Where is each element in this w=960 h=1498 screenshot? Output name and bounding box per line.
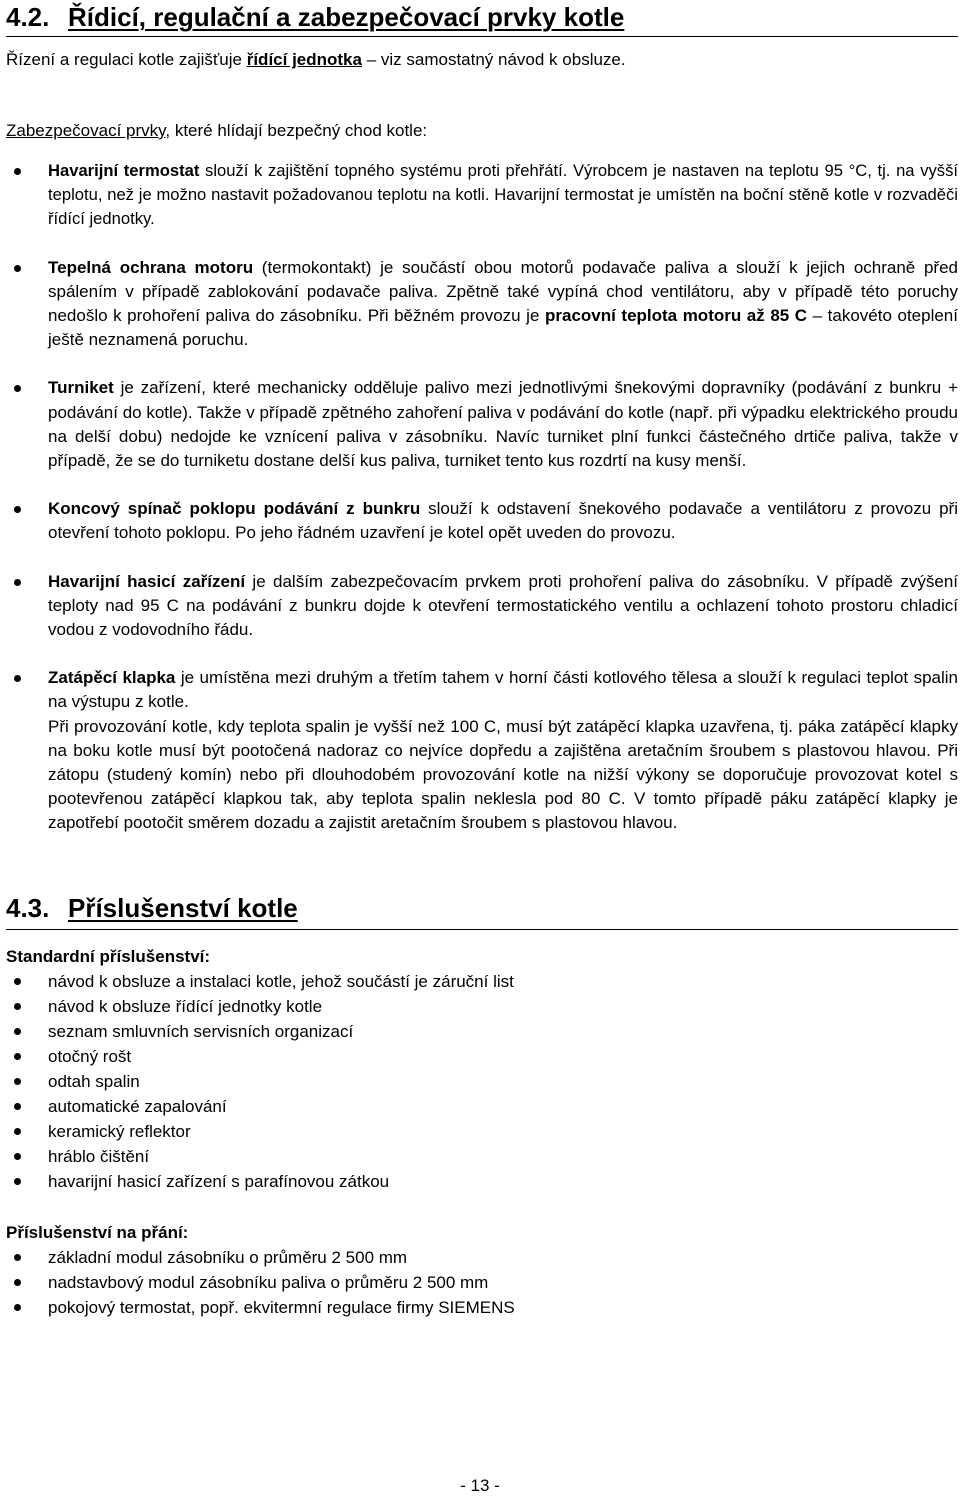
- safety-elements-list: [6, 159, 958, 836]
- list-item: Koncový spínač poklopu podávání z bunkru slouží k odstavení šnekového podavače a ventilátoru z provozu při otevření tohoto poklopu. Po jeho řádném uzavření je kotel opět uveden do provozu.: [6, 497, 958, 545]
- section-rule: [6, 36, 958, 37]
- list-item: keramický reflektor: [6, 1119, 958, 1144]
- list-item: otočný rošt: [6, 1044, 958, 1069]
- bullet-icon: [14, 1279, 21, 1286]
- bullet-icon: [14, 1003, 21, 1010]
- list-item: Havarijní termostat slouží k zajištění topného systému proti přehřátí. Výrobcem je nastaven na teplotu 95 °C, tj. na vyšší teplotu, než je možno nastavit požadovanou teplotu na kotli. Havarijní termostat je umístěn na boční stěně kotle v rozvaděči řídící jednotky.: [6, 159, 958, 232]
- bullet-icon: [14, 978, 21, 985]
- bullet-icon: [14, 1053, 21, 1060]
- bullet-icon: [14, 1178, 21, 1185]
- section-number: 4.2.: [6, 2, 50, 32]
- list-item: Tepelná ochrana motoru (termokontakt) je součástí obou motorů podavače paliva a slouží k jejich ochraně před spálením v případě zablokování podavače paliva. Zpětně také vypíná chod ventilátoru, aby v případě této poruchy nedošlo k prohoření paliva do zásobníku. Při běžném provozu je pracovní teplota motoru až 85 C – takovéto oteplení ještě neznamená poruchu.: [6, 256, 958, 353]
- standard-accessories-list: [6, 969, 958, 1195]
- section-heading-4-2: [6, 2, 958, 34]
- section-title: Příslušenství kotle: [68, 892, 298, 923]
- list-item: odtah spalin: [6, 1069, 958, 1094]
- bullet-icon: [14, 385, 21, 392]
- list-item: pokojový termostat, popř. ekvitermní regulace firmy SIEMENS: [6, 1295, 958, 1320]
- list-item: automatické zapalování: [6, 1094, 958, 1119]
- list-item: Havarijní hasicí zařízení je dalším zabezpečovacím prvkem proti prohoření paliva do zásobníku. V případě zvýšení teploty nad 95 C na podávání z bunkru dojde k otevření termostatického ventilu a ochlazení tohoto prostoru chladicí vodou z vodovodního řádu.: [6, 570, 958, 643]
- section-title: Řídicí, regulační a zabezpečovací prvky kotle: [68, 2, 625, 32]
- bullet-icon: [14, 506, 21, 513]
- safety-heading: Zabezpečovací prvky, které hlídají bezpečný chod kotle:: [6, 121, 428, 140]
- standard-accessories-heading: Standardní příslušenství:: [6, 946, 211, 966]
- list-item: Zatápěcí klapka je umístěna mezi druhým a třetím tahem v horní části kotlového tělesa a slouží k regulaci teplot spalin na výstupu z kotle. Při provozování kotle, kdy teplota spalin je vyšší než 100 C, musí být zatápěcí klapka uzavřena, tj. páka zatápěcí klapky na boku kotle musí být pootočená nadoraz co nejvíce dopředu a zajištěna aretačním šroubem s plastovou hlavou. Při zátopu (studený komín) nebo při dlouhodobém provozování kotle na nižší výkony se doporučuje provozovat kotel s pootevřenou zatápěcí klapkou tak, aby teplota spalin neklesla pod 80 C. V tomto případě páku zatápěcí klapky je zapotřebí pootočit směrem dozadu a zajistit aretačním šroubem s plastovou hlavou.: [6, 666, 958, 835]
- document-page: [6, 0, 958, 1320]
- section-heading-4-3: [6, 893, 958, 925]
- bullet-icon: [14, 1304, 21, 1311]
- bullet-icon: [14, 1028, 21, 1035]
- list-item: návod k obsluze a instalaci kotle, jehož součástí je záruční list: [6, 969, 958, 994]
- list-item: hráblo čištění: [6, 1144, 958, 1169]
- bullet-icon: [14, 579, 21, 586]
- list-item: seznam smluvních servisních organizací: [6, 1019, 958, 1044]
- list-item: nadstavbový modul zásobníku paliva o průměru 2 500 mm: [6, 1270, 958, 1295]
- control-unit-term: řídící jednotka: [246, 50, 362, 69]
- page-number: - 13 -: [460, 1476, 500, 1495]
- bullet-icon: [14, 168, 21, 175]
- optional-accessories-list: [6, 1245, 958, 1320]
- bullet-icon: [14, 265, 21, 272]
- list-item: Turniket je zařízení, které mechanicky odděluje palivo mezi jednotlivými šnekovými dopravníky (podávání z bunkru + podávání do kotle). Takže v případě zpětného zahoření paliva v podávání do kotle (např. při výpadku elektrického proudu na delší dobu) nedojde ke vznícení paliva v zásobníku. Navíc turniket plní funkci částečného drtiče paliva, takže v případě, že se do turniketu dostane delší kus paliva, turniket tento kus rozdrtí na kusy menší.: [6, 376, 958, 473]
- bullet-icon: [14, 1153, 21, 1160]
- section-number: 4.3.: [6, 892, 50, 923]
- intro-paragraph: Řízení a regulaci kotle zajišťuje řídící jednotka – viz samostatný návod k obsluze.: [6, 50, 626, 69]
- list-item: základní modul zásobníku o průměru 2 500 mm: [6, 1245, 958, 1270]
- optional-accessories-heading: Příslušenství na přání:: [6, 1222, 189, 1242]
- section-rule: [6, 929, 958, 930]
- bullet-icon: [14, 1254, 21, 1261]
- bullet-icon: [14, 1103, 21, 1110]
- bullet-icon: [14, 1128, 21, 1135]
- list-item: návod k obsluze řídící jednotky kotle: [6, 994, 958, 1019]
- list-item: havarijní hasicí zařízení s parafínovou zátkou: [6, 1169, 958, 1194]
- bullet-icon: [14, 1078, 21, 1085]
- bullet-icon: [14, 675, 21, 682]
